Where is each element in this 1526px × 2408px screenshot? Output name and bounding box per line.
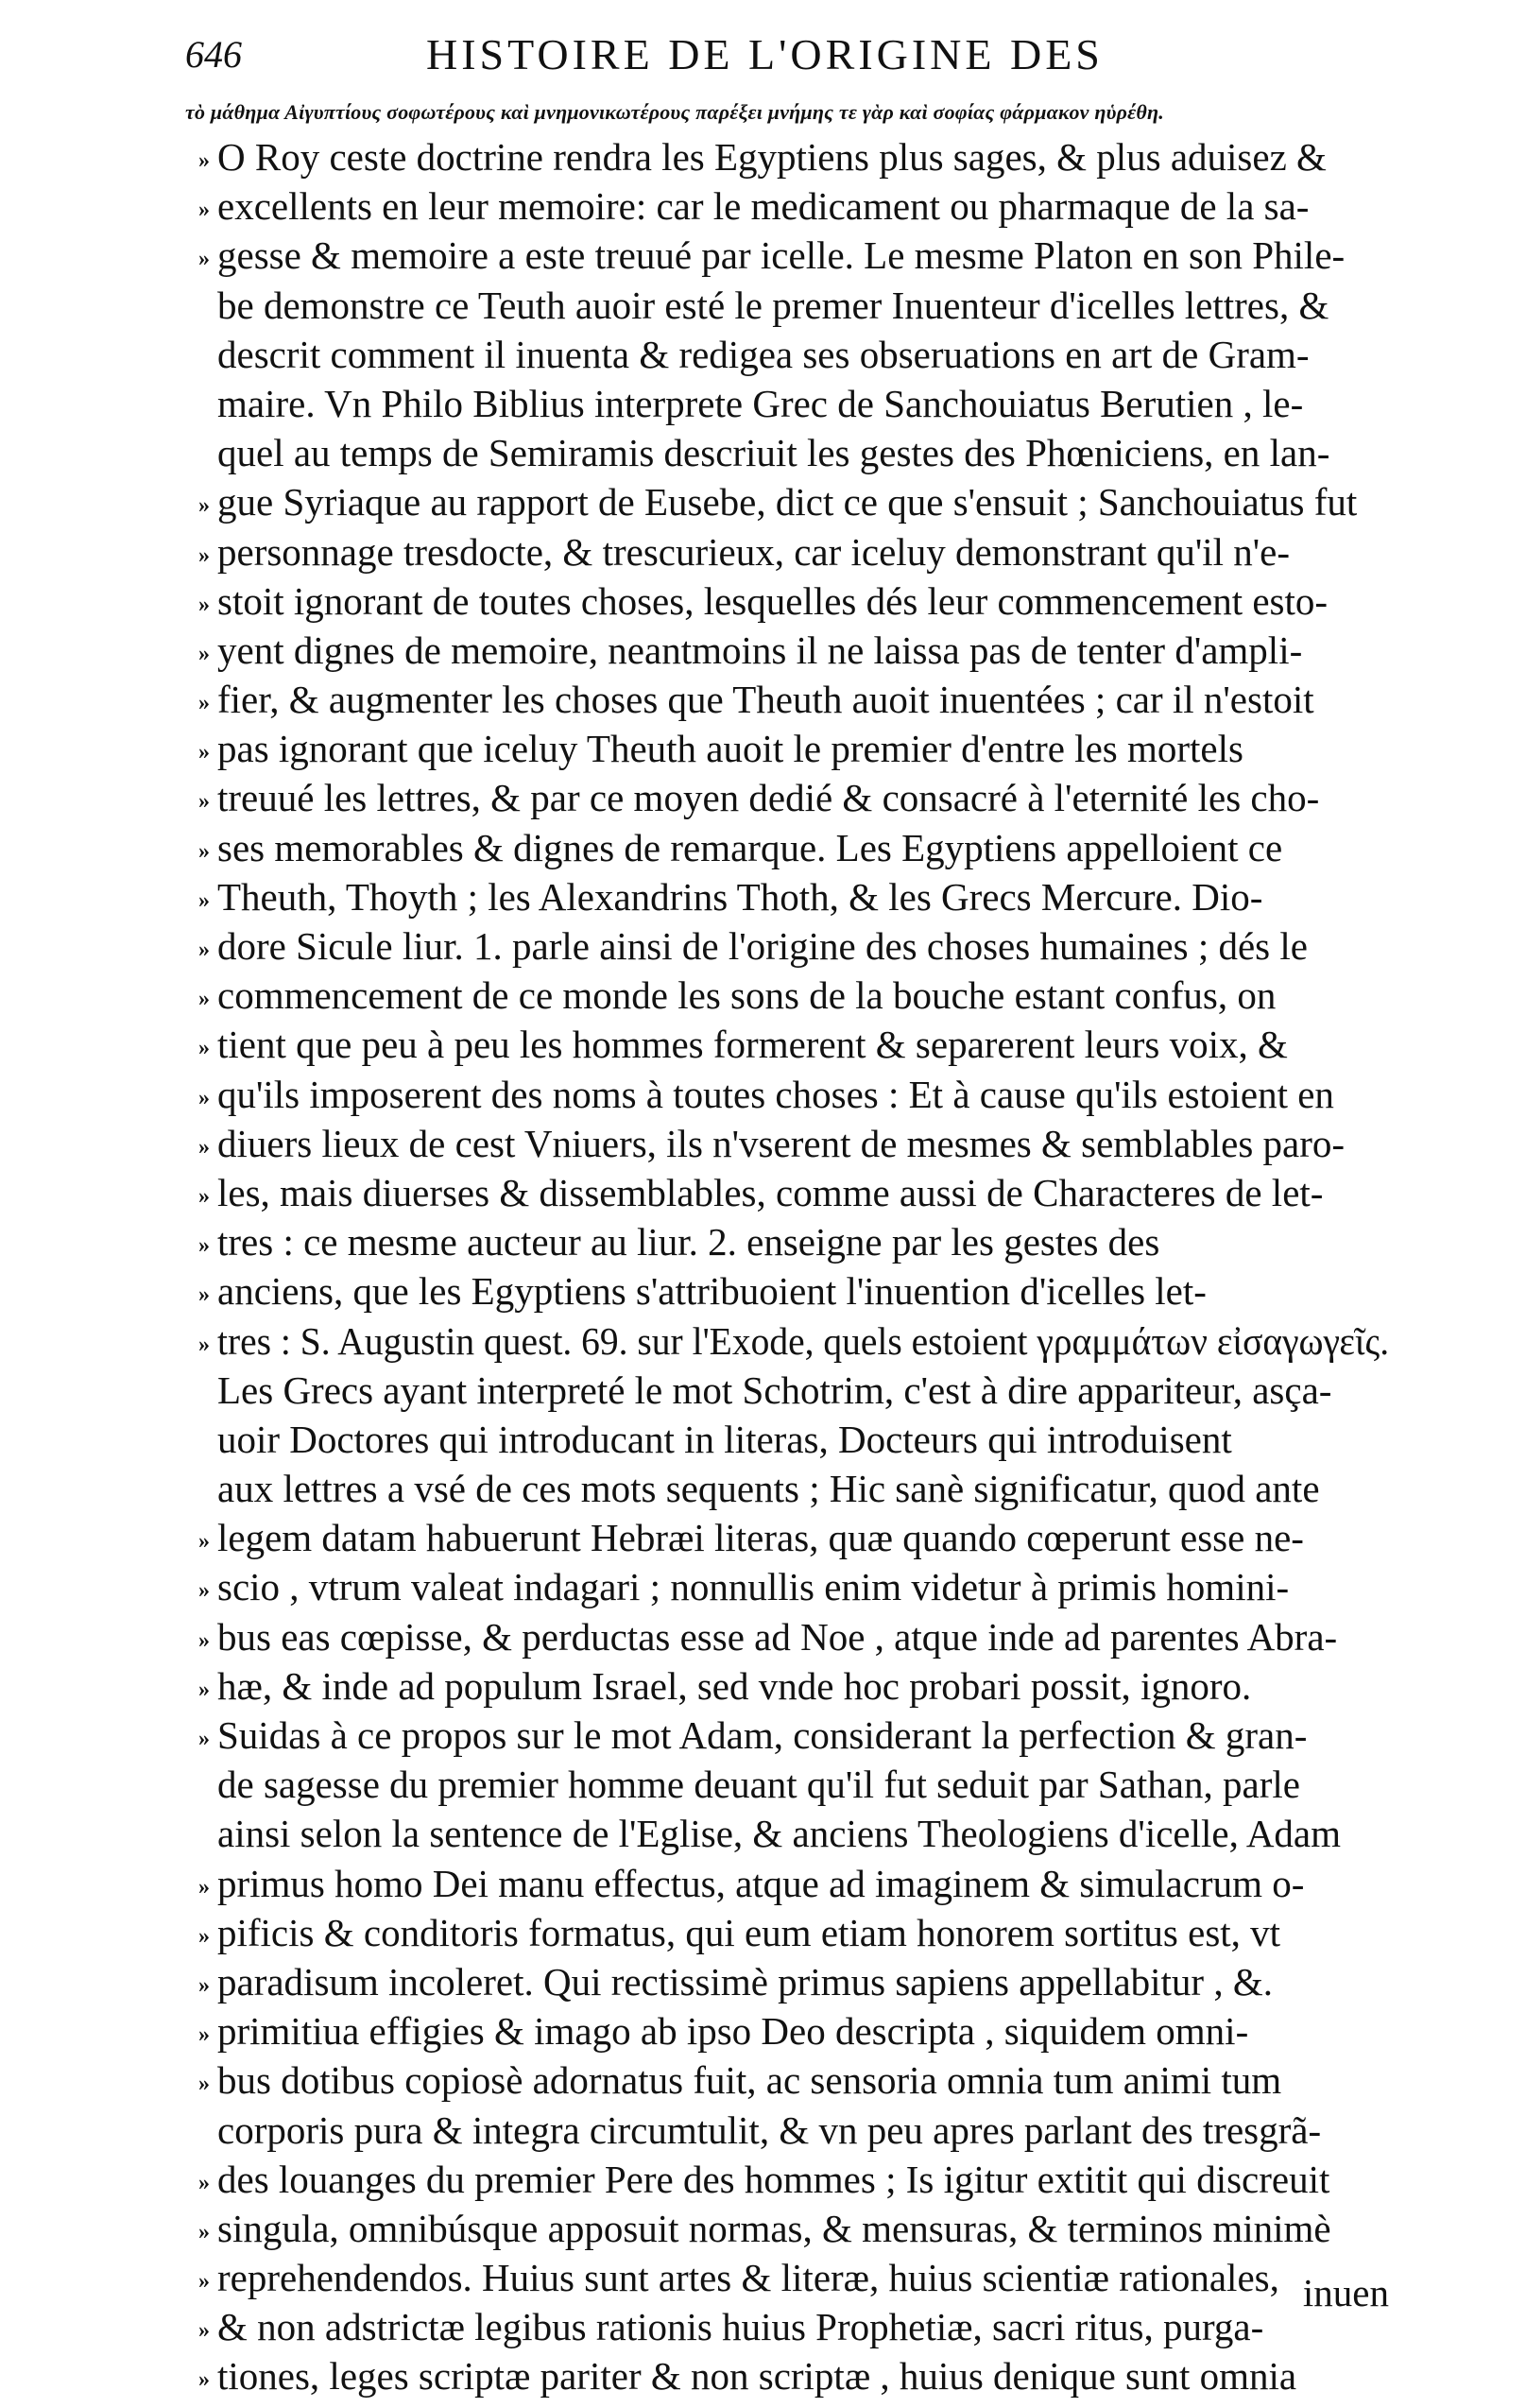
page-number: 646 xyxy=(185,33,242,76)
text-line xyxy=(198,2155,1389,2204)
quotation-marker: » xyxy=(198,1036,210,1061)
quotation-marker: » xyxy=(198,2022,210,2048)
quotation-marker: » xyxy=(198,789,210,815)
text-line xyxy=(198,1908,1389,1957)
quotation-marker: » xyxy=(198,887,210,913)
quotation-marker: » xyxy=(198,641,210,666)
line-text: bus dotibus copiosè adornatus fuit, ac sensoria omnia tum animi tum xyxy=(217,2058,1282,2103)
line-text: de sagesse du premier homme deuant qu'il fut seduit par Sathan, parle xyxy=(217,1763,1300,1807)
quotation-marker: » xyxy=(198,2170,210,2195)
line-text: Theuth, Thoyth ; les Alexandrins Thoth, & les Grecs Mercure. Dio- xyxy=(217,874,1263,919)
line-text: uoir Doctores qui introducant in literas, Docteurs qui introduisent xyxy=(217,1417,1232,1461)
text-line xyxy=(217,379,1389,428)
line-text: qu'ils imposerent des noms à toutes choses : Et à cause qu'ils estoient en xyxy=(217,1072,1334,1116)
line-text: yent dignes de memoire, neantmoins il ne laissa pas de tenter d'ampli- xyxy=(217,628,1303,672)
line-text: anciens, que les Egyptiens s'attribuoient l'inuention d'icelles let- xyxy=(217,1269,1207,1314)
text-line xyxy=(198,773,1389,822)
quotation-marker: » xyxy=(198,2318,210,2344)
text-line xyxy=(198,1266,1389,1316)
quotation-marker: » xyxy=(198,198,210,223)
text-line xyxy=(198,1711,1389,1760)
line-text: hæ, & inde ad populum Israel, sed vnde hoc probari possit, ignoro. xyxy=(217,1663,1252,1708)
quotation-marker: » xyxy=(198,1923,210,1949)
text-line xyxy=(217,1760,1389,1809)
quotation-marker: » xyxy=(198,148,210,173)
text-line xyxy=(198,2055,1389,2105)
text-line xyxy=(198,675,1389,724)
line-text: gue Syriaque au rapport de Eusebe, dict ce que s'ensuit ; Sanchouiatus fut xyxy=(217,480,1358,525)
text-line xyxy=(217,330,1389,379)
text-line xyxy=(198,1513,1389,1562)
body-text xyxy=(198,132,1390,2401)
line-text: gesse & memoire a este treuué par icelle. Le mesme Platon en son Phile- xyxy=(217,233,1346,278)
line-text: bus eas cœpisse, & perductas esse ad Noe , atque inde ad parentes Abra- xyxy=(217,1614,1338,1659)
line-text: diuers lieux de cest Vniuers, ils n'vserent de mesmes & semblables paro- xyxy=(217,1121,1346,1165)
text-line xyxy=(198,1661,1389,1711)
line-text: stoit ignorant de toutes choses, lesquelles dés leur commencement esto- xyxy=(217,578,1329,623)
quotation-marker: » xyxy=(198,2219,210,2245)
quotation-marker: » xyxy=(198,2269,210,2295)
text-line xyxy=(198,1957,1389,2006)
quotation-marker: » xyxy=(198,1282,210,1308)
line-text: primitiua effigies & imago ab ipso Deo descripta , siquidem omni- xyxy=(217,2009,1249,2054)
text-line xyxy=(198,527,1389,576)
line-text: tres : ce mesme aucteur au liur. 2. enseigne par les gestes des xyxy=(217,1220,1160,1264)
text-line xyxy=(198,231,1389,280)
line-text: primus homo Dei manu effectus, atque ad imaginem & simulacrum o- xyxy=(217,1861,1305,1905)
line-text: pas ignorant que iceluy Theuth auoit le premier d'entre les mortels xyxy=(217,727,1243,771)
text-line xyxy=(198,2302,1389,2351)
text-line xyxy=(198,477,1389,526)
quotation-marker: » xyxy=(198,1183,210,1209)
line-text: maire. Vn Philo Biblius interprete Grec de Sanchouiatus Berutien , le- xyxy=(217,381,1304,425)
quotation-marker: » xyxy=(198,1233,210,1259)
text-line xyxy=(198,132,1389,181)
line-text: paradisum incoleret. Qui rectissimè primus sapiens appellabitur , &. xyxy=(217,1959,1273,2004)
line-text: tres : S. Augustin quest. 69. sur l'Exode, quels estoient γραμμάτων εἰσαγωγεῖς. xyxy=(217,1318,1390,1363)
text-line xyxy=(217,1809,1389,1858)
quotation-marker: » xyxy=(198,1578,210,1604)
quotation-marker: » xyxy=(198,1972,210,1998)
quotation-marker: » xyxy=(198,1677,210,1702)
line-text: excellents en leur memoire: car le medicament ou pharmaque de la sa- xyxy=(217,184,1310,229)
line-text: O Roy ceste doctrine rendra les Egyptiens plus sages, & plus aduisez & xyxy=(217,135,1327,179)
line-text: Les Grecs ayant interpreté le mot Schotrim, c'est à dire appariteur, asça- xyxy=(217,1367,1332,1412)
quotation-marker: » xyxy=(198,1085,210,1110)
quotation-marker: » xyxy=(198,1874,210,1900)
greek-quotation: τὸ μάθημα Αἰγυπτίους σοφωτέρους καὶ μνημονικωτέρους παρέξει μνήμης τε γὰρ καὶ σοφίας φάρμακον ηὑρέθη. xyxy=(185,100,1164,124)
line-text: personnage tresdocte, & trescurieux, car iceluy demonstrant qu'il n'e- xyxy=(217,529,1291,574)
line-text: Suidas à ce propos sur le mot Adam, considerant la perfection & gran- xyxy=(217,1713,1308,1757)
line-text: ses memorables & dignes de remarque. Les Egyptiens appelloient ce xyxy=(217,825,1283,869)
quotation-marker: » xyxy=(198,2367,210,2393)
text-line xyxy=(198,823,1389,872)
text-line xyxy=(217,281,1389,330)
catchword: inuen xyxy=(1302,2271,1389,2314)
line-text: dore Sicule liur. 1. parle ainsi de l'origine des choses humaines ; dés le xyxy=(217,924,1308,968)
text-line xyxy=(198,1316,1390,1366)
text-line xyxy=(217,2106,1389,2155)
text-line xyxy=(198,576,1389,626)
line-text: tient que peu à peu les hommes formerent & separerent leurs voix, & xyxy=(217,1023,1288,1067)
text-line xyxy=(198,2204,1389,2253)
line-text: treuué les lettres, & par ce moyen dedié & consacré à l'eternité les cho- xyxy=(217,776,1320,820)
line-text: ainsi selon la sentence de l'Eglise, & anciens Theologiens d'icelle, Adam xyxy=(217,1812,1342,1856)
quotation-marker: » xyxy=(198,838,210,864)
quotation-marker: » xyxy=(198,1529,210,1555)
text-line xyxy=(217,1464,1389,1513)
line-text: pificis & conditoris formatus, qui eum etiam honorem sortitus est, vt xyxy=(217,1910,1281,1954)
line-text: be demonstre ce Teuth auoir esté le premer Inuenteur d'icelles lettres, & xyxy=(217,283,1329,327)
line-text: singula, omnibúsque apposuit normas, & mensuras, & terminos minimè xyxy=(217,2206,1331,2250)
text-line xyxy=(217,1366,1389,1415)
quotation-marker: » xyxy=(198,542,210,568)
text-line xyxy=(217,428,1389,477)
quotation-marker: » xyxy=(198,1627,210,1653)
text-line xyxy=(198,2351,1389,2400)
text-line xyxy=(198,1562,1389,1611)
text-line xyxy=(198,1859,1389,1908)
line-text: les, mais diuerses & dissemblables, comme aussi de Characteres de let- xyxy=(217,1170,1324,1214)
text-line xyxy=(198,1168,1389,1217)
quotation-marker: » xyxy=(198,1134,210,1160)
text-line xyxy=(198,872,1389,921)
text-line xyxy=(198,2006,1389,2055)
quotation-marker: » xyxy=(198,2072,210,2097)
text-line xyxy=(198,1119,1389,1168)
quotation-marker: » xyxy=(198,592,210,617)
text-line xyxy=(198,2253,1389,2302)
line-text: reprehendendos. Huius sunt artes & literæ, huius scientiæ rationales, xyxy=(217,2256,1279,2300)
quotation-marker: » xyxy=(198,987,210,1012)
line-text: scio , vtrum valeat indagari ; nonnullis enim videtur à primis homini- xyxy=(217,1565,1290,1609)
line-text: aux lettres a vsé de ces mots sequents ; Hic sanè significatur, quod ante xyxy=(217,1467,1320,1511)
text-line xyxy=(198,1217,1389,1266)
text-line xyxy=(198,626,1389,675)
quotation-marker: » xyxy=(198,1727,210,1751)
quotation-marker: » xyxy=(198,1332,210,1357)
line-text: des louanges du premier Pere des hommes ; Is igitur extitit qui discreuit xyxy=(217,2157,1330,2201)
line-text: descrit comment il inuenta & redigea ses obseruations en art de Gram- xyxy=(217,332,1310,376)
quotation-marker: » xyxy=(198,937,210,962)
text-line xyxy=(198,1020,1389,1069)
text-line xyxy=(198,1070,1389,1119)
line-text: tiones, leges scriptæ pariter & non scriptæ , huius denique sunt omnia xyxy=(217,2354,1297,2399)
page-header xyxy=(185,26,1272,83)
quotation-marker: » xyxy=(198,493,210,519)
text-line xyxy=(198,971,1389,1020)
line-text: fier, & augmenter les choses que Theuth auoit inuentées ; car il n'estoit xyxy=(217,678,1314,722)
quotation-marker: » xyxy=(198,691,210,716)
running-title: HISTOIRE DE L'ORIGINE DES xyxy=(426,30,1104,78)
text-line xyxy=(198,921,1389,971)
line-text: corporis pura & integra circumtulit, & vn peu apres parlant des tresgrã- xyxy=(217,2107,1322,2152)
line-text: & non adstrictæ legibus rationis huius Prophetiæ, sacri ritus, purga- xyxy=(217,2305,1264,2349)
line-text: quel au temps de Semiramis descriuit les gestes des Phœniciens, en lan- xyxy=(217,431,1330,475)
text-line xyxy=(198,724,1389,773)
line-text: legem datam habuerunt Hebræi literas, quæ quando cœperunt esse ne- xyxy=(217,1516,1304,1560)
text-line xyxy=(198,181,1389,231)
text-line xyxy=(217,1415,1389,1464)
quotation-marker: » xyxy=(198,740,210,765)
line-text: commencement de ce monde les sons de la bouche estant confus, on xyxy=(217,973,1277,1018)
quotation-marker: » xyxy=(198,247,210,272)
text-line xyxy=(198,1612,1389,1661)
